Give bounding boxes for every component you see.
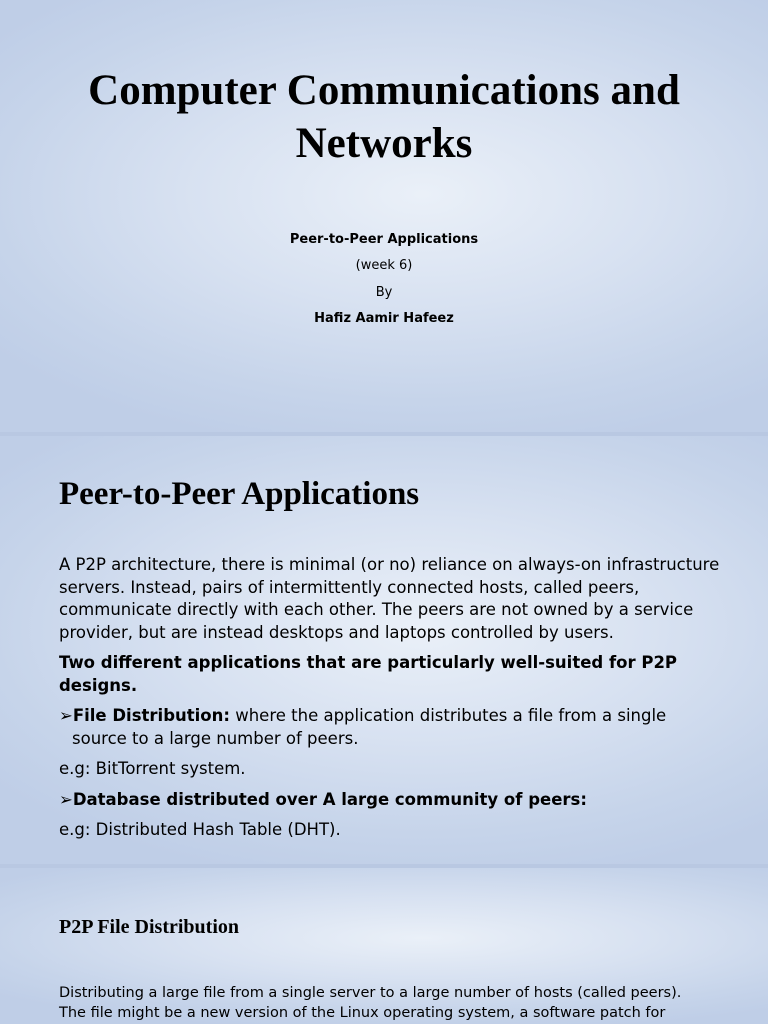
slide-heading: Peer-to-Peer Applications xyxy=(59,476,420,512)
content-slide xyxy=(0,868,768,1024)
week-label: (week 6) xyxy=(355,258,413,273)
content-slide xyxy=(0,436,768,864)
intro-paragraph: A P2P architecture, there is minimal (or no) reliance on always-on infrastructure servers. Instead, pairs of intermittently connected hosts, called peers, communicate directly with each other. The peers are not owned by a service provider, but are instead desktops and laptops controlled by users. xyxy=(59,555,720,642)
example-text: e.g: Distributed Hash Table (DHT). xyxy=(59,820,341,839)
arrow-bullet-icon: ➢ xyxy=(59,789,73,809)
bullet-label: Database distributed over A large community of peers: xyxy=(72,789,587,809)
body-line: Distributing a large file from a single server to a large number of hosts (called peers). xyxy=(59,985,682,1001)
bullet-continuation: source to a large number of peers. xyxy=(72,728,359,748)
slide-body xyxy=(59,983,739,1023)
bullet-database xyxy=(59,789,749,812)
title-slide xyxy=(0,0,768,432)
slide-heading: P2P File Distribution xyxy=(59,916,239,938)
by-label: By xyxy=(375,285,393,300)
author-name: Hafiz Aamir Hafeez xyxy=(314,311,454,326)
lead-statement: Two different applications that are particularly well-suited for P2P designs. xyxy=(59,653,678,695)
slide-title: Computer Communications and Networks xyxy=(88,67,680,167)
body-line: The file might be a new version of the Linux operating system, a software patch for xyxy=(59,1005,666,1021)
bullet-label: File Distribution: xyxy=(72,706,230,725)
bullet-text: where the application distributes a file from a single xyxy=(229,706,667,725)
bullet-file-distribution xyxy=(59,705,749,728)
slide-subtitle: Peer-to-Peer Applications xyxy=(289,232,479,247)
example-text: e.g: BitTorrent system. xyxy=(59,759,246,778)
arrow-bullet-icon: ➢ xyxy=(59,706,73,725)
slide-body xyxy=(59,554,749,842)
